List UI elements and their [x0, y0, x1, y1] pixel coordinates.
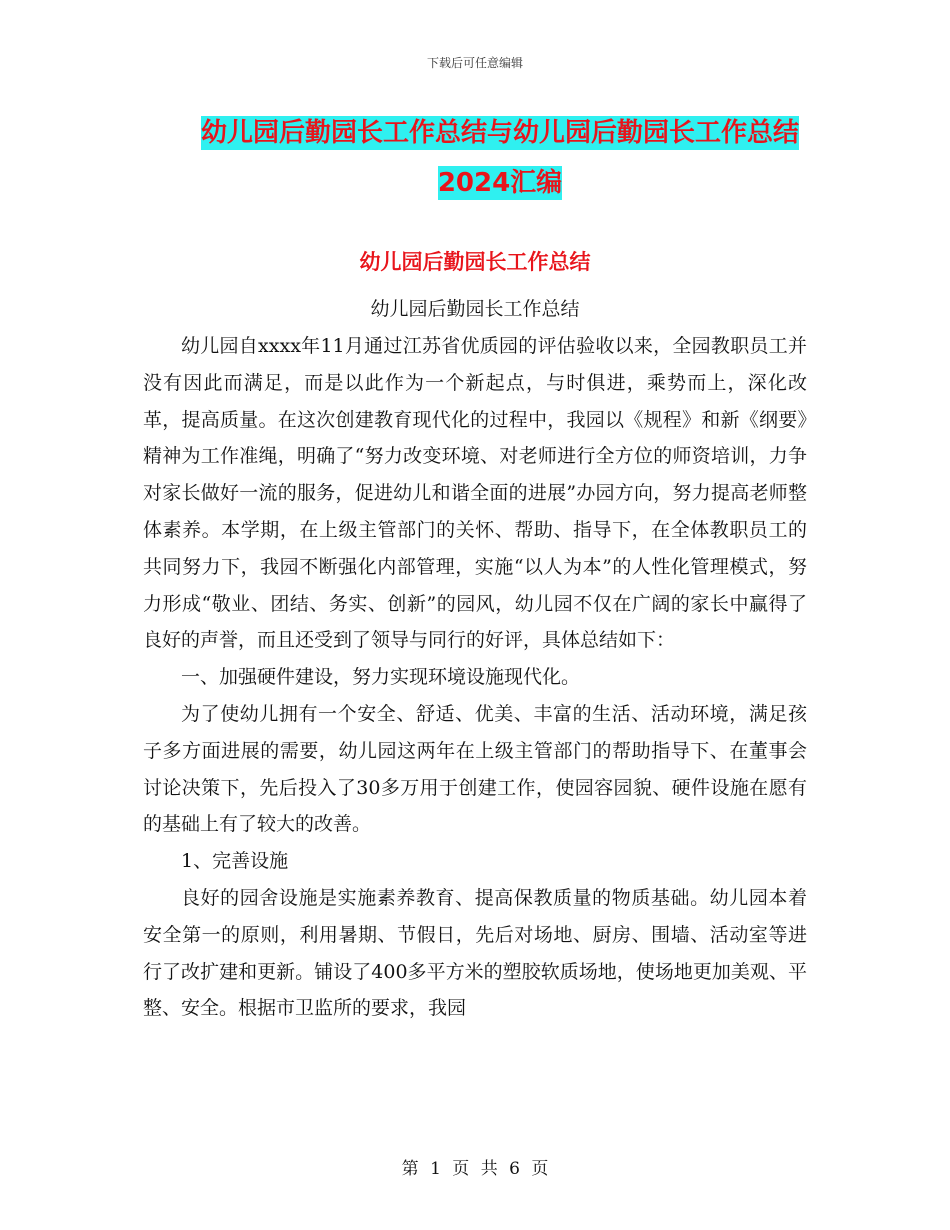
paragraph-subheading-1: 1、完善设施: [181, 850, 289, 873]
page-number-footer: 第 1 页 共 6 页: [401, 1159, 549, 1179]
paragraph-intro: 幼儿园自xxxx年11月通过江苏省优质园的评估验收以来，全园教职员工并没有因此而满足，而是以此作为一个新起点，与时俱进，乘势而上，深化改革，提高质量。在这次创建教育现代化的过程中，我园以《规程》和新《纲要》精神为工作准绳，明确了“努力改变环境、对老师进行全方位的师资培训，力争对家长做好一流的服务，促进幼儿和谐全面的进展”办园方向，努力提高老师整体素养。本学期，在上级主管部门的关怀、帮助、指导下，在全体教职员工的共同努力下，我园不断强化内部管理，实施“以人为本”的人性化管理模式，努力形成“敬业、团结、务实、创新”的园风，幼儿园不仅在广阔的家长中赢得了良好的声誉，而且还受到了领导与同行的好评，具体总结如下：: [143, 335, 807, 652]
paragraph-environment: 为了使幼儿拥有一个安全、舒适、优美、丰富的生活、活动环境，满足孩子多方面进展的需要，幼儿园这两年在上级主管部门的帮助指导下、在董事会讨论决策下，先后投入了30多万用于创建工作，使园容园貌、硬件设施在愿有的基础上有了较大的改善。: [143, 702, 807, 836]
document-title-line-1: 幼儿园后勤园长工作总结与幼儿园后勤园长工作总结: [200, 118, 799, 148]
document-title-line-2: 2024汇编: [437, 168, 563, 198]
document-title: [150, 108, 850, 208]
section-title: 幼儿园后勤园长工作总结: [359, 250, 591, 274]
paragraph-heading-1: 一、加强硬件建设，努力实现环境设施现代化。: [181, 666, 581, 689]
section-subtitle: 幼儿园后勤园长工作总结: [370, 298, 580, 320]
document-body: [143, 328, 807, 1027]
page-header-note: 下载后可任意编辑: [426, 56, 523, 70]
paragraph-facilities: 良好的园舍设施是实施素养教育、提高保教质量的物质基础。幼儿园本着安全第一的原则，利用暑期、节假日，先后对场地、厨房、围墙、活动室等进行了改扩建和更新。铺设了400多平方米的塑胶软质场地，使场地更加美观、平整、安全。根据市卫监所的要求，我园: [143, 886, 807, 1020]
